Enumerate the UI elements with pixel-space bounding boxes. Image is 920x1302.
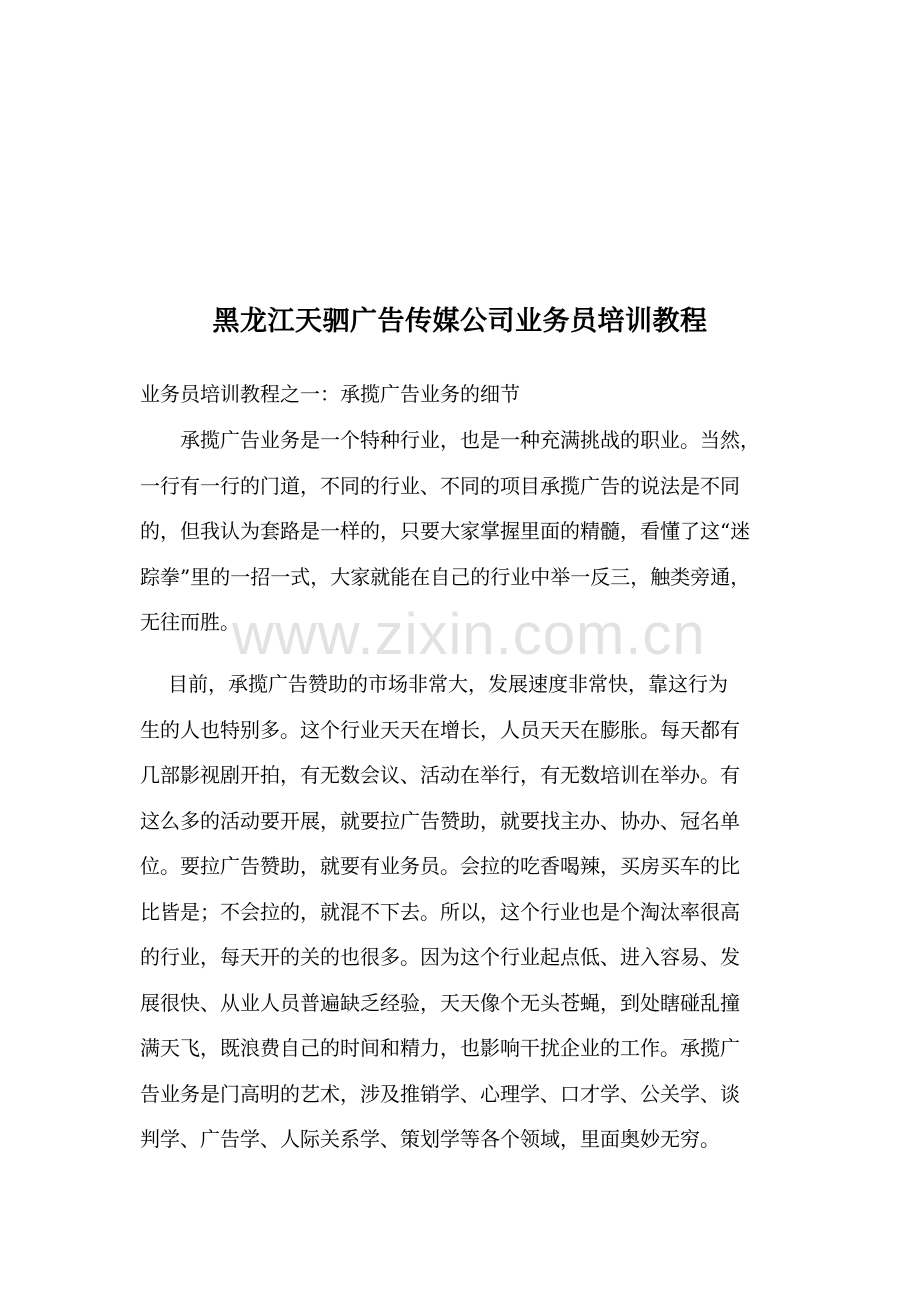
watermark: www.zixin.com.cn [232, 602, 706, 667]
paragraph-line: 满天飞，既浪费自己的时间和精力，也影响干扰企业的工作。承揽广 [140, 1036, 740, 1060]
paragraph-line: 目前，承揽广告赞助的市场非常大，发展速度非常快，靠这行为 [168, 672, 728, 696]
paragraph-2 [140, 662, 795, 1163]
paragraph-line: 几部影视剧开拍，有无数会议、活动在举行，有无数培训在举办。有 [140, 763, 740, 787]
paragraph-line: 承揽广告业务是一个特种行业，也是一种充满挑战的职业。当然， [180, 428, 760, 452]
paragraph-line: 的，但我认为套路是一样的，只要大家掌握里面的精髓，看懂了这“迷 [140, 519, 751, 543]
paragraph-line: 告业务是门高明的艺术，涉及推销学、心理学、口才学、公关学、谈 [140, 1081, 740, 1106]
paragraph-line: 展很快、从业人员普遍缺乏经验，天天像个无头苍蝇，到处瞎碰乱撞 [140, 990, 740, 1015]
document-title: 黑龙江天驷广告传媒公司业务员培训教程 [212, 306, 708, 337]
paragraph-line: 一行有一行的门道，不同的行业、不同的项目承揽广告的说法是不同 [140, 473, 740, 498]
paragraph-line: 的行业，每天开的关的也很多。因为这个行业起点低、进入容易、发 [140, 945, 740, 969]
paragraph-line: 判学、广告学、人际关系学、策划学等各个领域，里面奥妙无穷。 [140, 1127, 720, 1151]
paragraph-1 [140, 418, 795, 646]
paragraph-line: 生的人也特别多。这个行业天天在增长，人员天天在膨胀。每天都有 [140, 717, 740, 742]
section-heading: 业务员培训教程之一：承揽广告业务的细节 [140, 382, 520, 406]
paragraph-line: 无往而胜。 [140, 610, 240, 634]
paragraph-line: 比皆是；不会拉的，就混不下去。所以，这个行业也是个淘汰率很高 [140, 899, 740, 924]
paragraph-line: 位。要拉广告赞助，就要有业务员。会拉的吃香喝辣，买房买车的比 [140, 854, 740, 878]
paragraph-line: 踪拳”里的一招一式，大家就能在自己的行业中举一反三，触类旁通， [140, 564, 751, 589]
paragraph-line: 这么多的活动要开展，就要拉广告赞助，就要找主办、协办、冠名单 [140, 808, 740, 833]
